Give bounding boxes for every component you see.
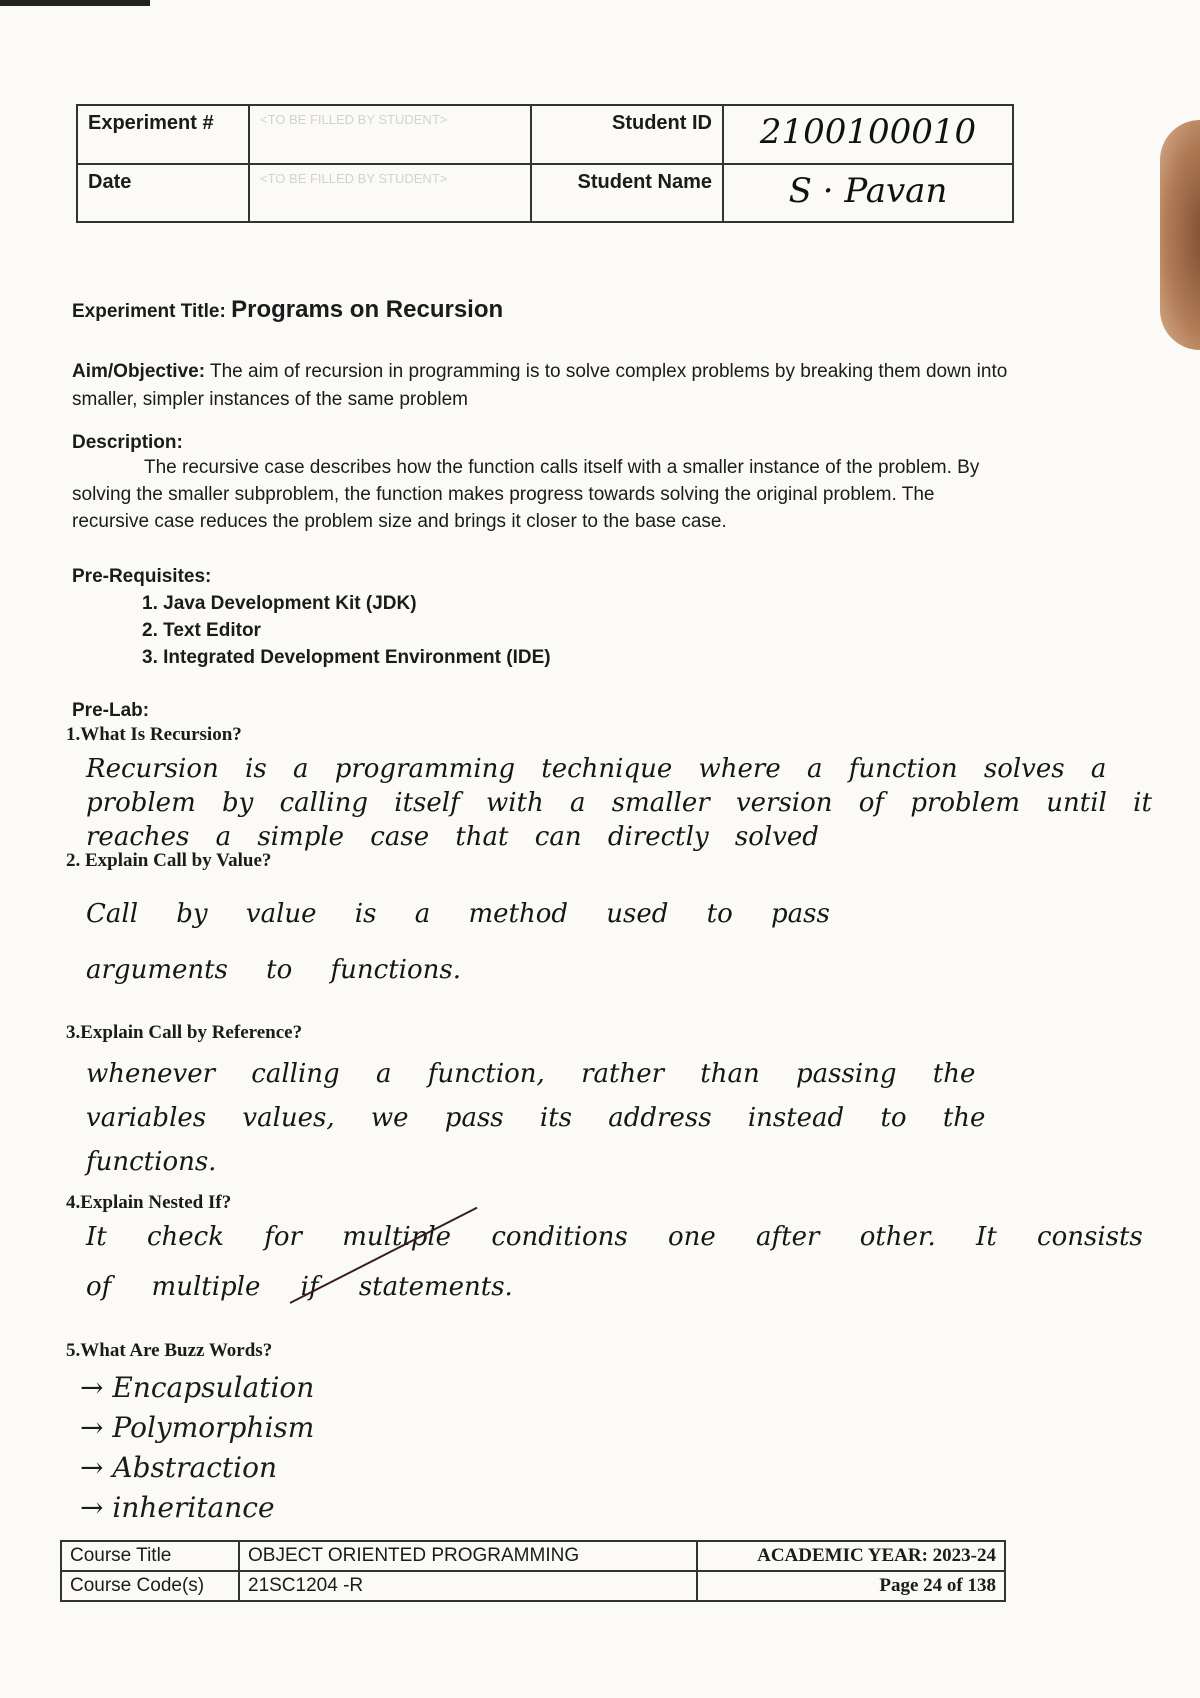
title-value: Programs on Recursion [231, 296, 504, 323]
prerequisite-item: 1. Java Development Kit (JDK) [142, 593, 417, 614]
aim-section [72, 358, 1012, 414]
student-name-value: S · Pavan [723, 164, 1013, 223]
prelab-heading: Pre-Lab: [72, 700, 150, 721]
answer-2: Call by value is a method used to pass arguments to functions. [86, 899, 830, 985]
header-row-1 [77, 105, 1013, 164]
buzz-word-item: → Encapsulation [80, 1368, 314, 1408]
title-label: Experiment Title: [72, 301, 226, 322]
date-placeholder [249, 164, 531, 223]
question-3: 3.Explain Call by Reference? [66, 1022, 303, 1043]
prerequisite-item: 2. Text Editor [142, 620, 261, 641]
header-row-2 [77, 164, 1013, 223]
footer-row-1 [61, 1541, 1005, 1571]
footer-table [60, 1540, 1006, 1602]
footer-row-2 [61, 1571, 1005, 1601]
description-heading: Description: [72, 432, 183, 453]
prerequisite-item: 3. Integrated Development Environment (IDE) [142, 647, 551, 668]
description-text [72, 454, 1012, 535]
experiment-label: Experiment # [77, 105, 249, 164]
prerequisites-heading: Pre-Requisites: [72, 566, 212, 587]
student-id-value: 2100100010 [723, 105, 1013, 164]
header-table [76, 104, 1014, 223]
experiment-placeholder-text: <TO BE FILLED BY STUDENT> [260, 112, 448, 127]
student-name-label: Student Name [531, 164, 723, 223]
page-number: Page 24 of 138 [697, 1571, 1005, 1601]
answer-4: It check for multiple conditions one after other. It consists of multiple if statements. [86, 1222, 1143, 1302]
buzz-words-list [80, 1368, 314, 1528]
buzz-word-item: → inheritance [80, 1488, 314, 1528]
description-body: The recursive case describes how the function calls itself with a smaller instance of the problem. By solving the smaller subproblem, the function makes progress towards solving the original problem. The recursive case reduces the problem size and brings it closer to the base case. [72, 457, 980, 532]
academic-year: ACADEMIC YEAR: 2023-24 [697, 1541, 1005, 1571]
answer-1: Recursion is a programming technique where a function solves a problem by calling itself with a smaller version of problem until it reaches a simple case that can directly solved [86, 754, 1152, 852]
answer-3: whenever calling a function, rather than passing the variables values, we pass its address instead to the functions. [86, 1059, 986, 1177]
course-title-value: OBJECT ORIENTED PROGRAMMING [239, 1541, 697, 1571]
scan-edge [0, 0, 150, 6]
question-4: 4.Explain Nested If? [66, 1192, 232, 1213]
question-1: 1.What Is Recursion? [66, 724, 242, 745]
thumb-shadow [1160, 120, 1200, 350]
aim-text: The aim of recursion in programming is to solve complex problems by breaking them down into smaller, simpler instances of the same problem [72, 361, 1008, 410]
experiment-title [72, 296, 503, 324]
question-2: 2. Explain Call by Value? [66, 850, 272, 871]
course-title-label: Course Title [61, 1541, 239, 1571]
student-id-label: Student ID [531, 105, 723, 164]
date-label: Date [77, 164, 249, 223]
buzz-word-item: → Abstraction [80, 1448, 314, 1488]
buzz-word-item: → Polymorphism [80, 1408, 314, 1448]
prerequisites-list [142, 590, 551, 671]
question-5: 5.What Are Buzz Words? [66, 1340, 273, 1361]
description-indent [72, 457, 144, 478]
experiment-placeholder [249, 105, 531, 164]
course-code-value: 21SC1204 -R [239, 1571, 697, 1601]
date-placeholder-text: <TO BE FILLED BY STUDENT> [260, 170, 448, 186]
course-code-label: Course Code(s) [61, 1571, 239, 1601]
aim-label: Aim/Objective: [72, 361, 206, 382]
